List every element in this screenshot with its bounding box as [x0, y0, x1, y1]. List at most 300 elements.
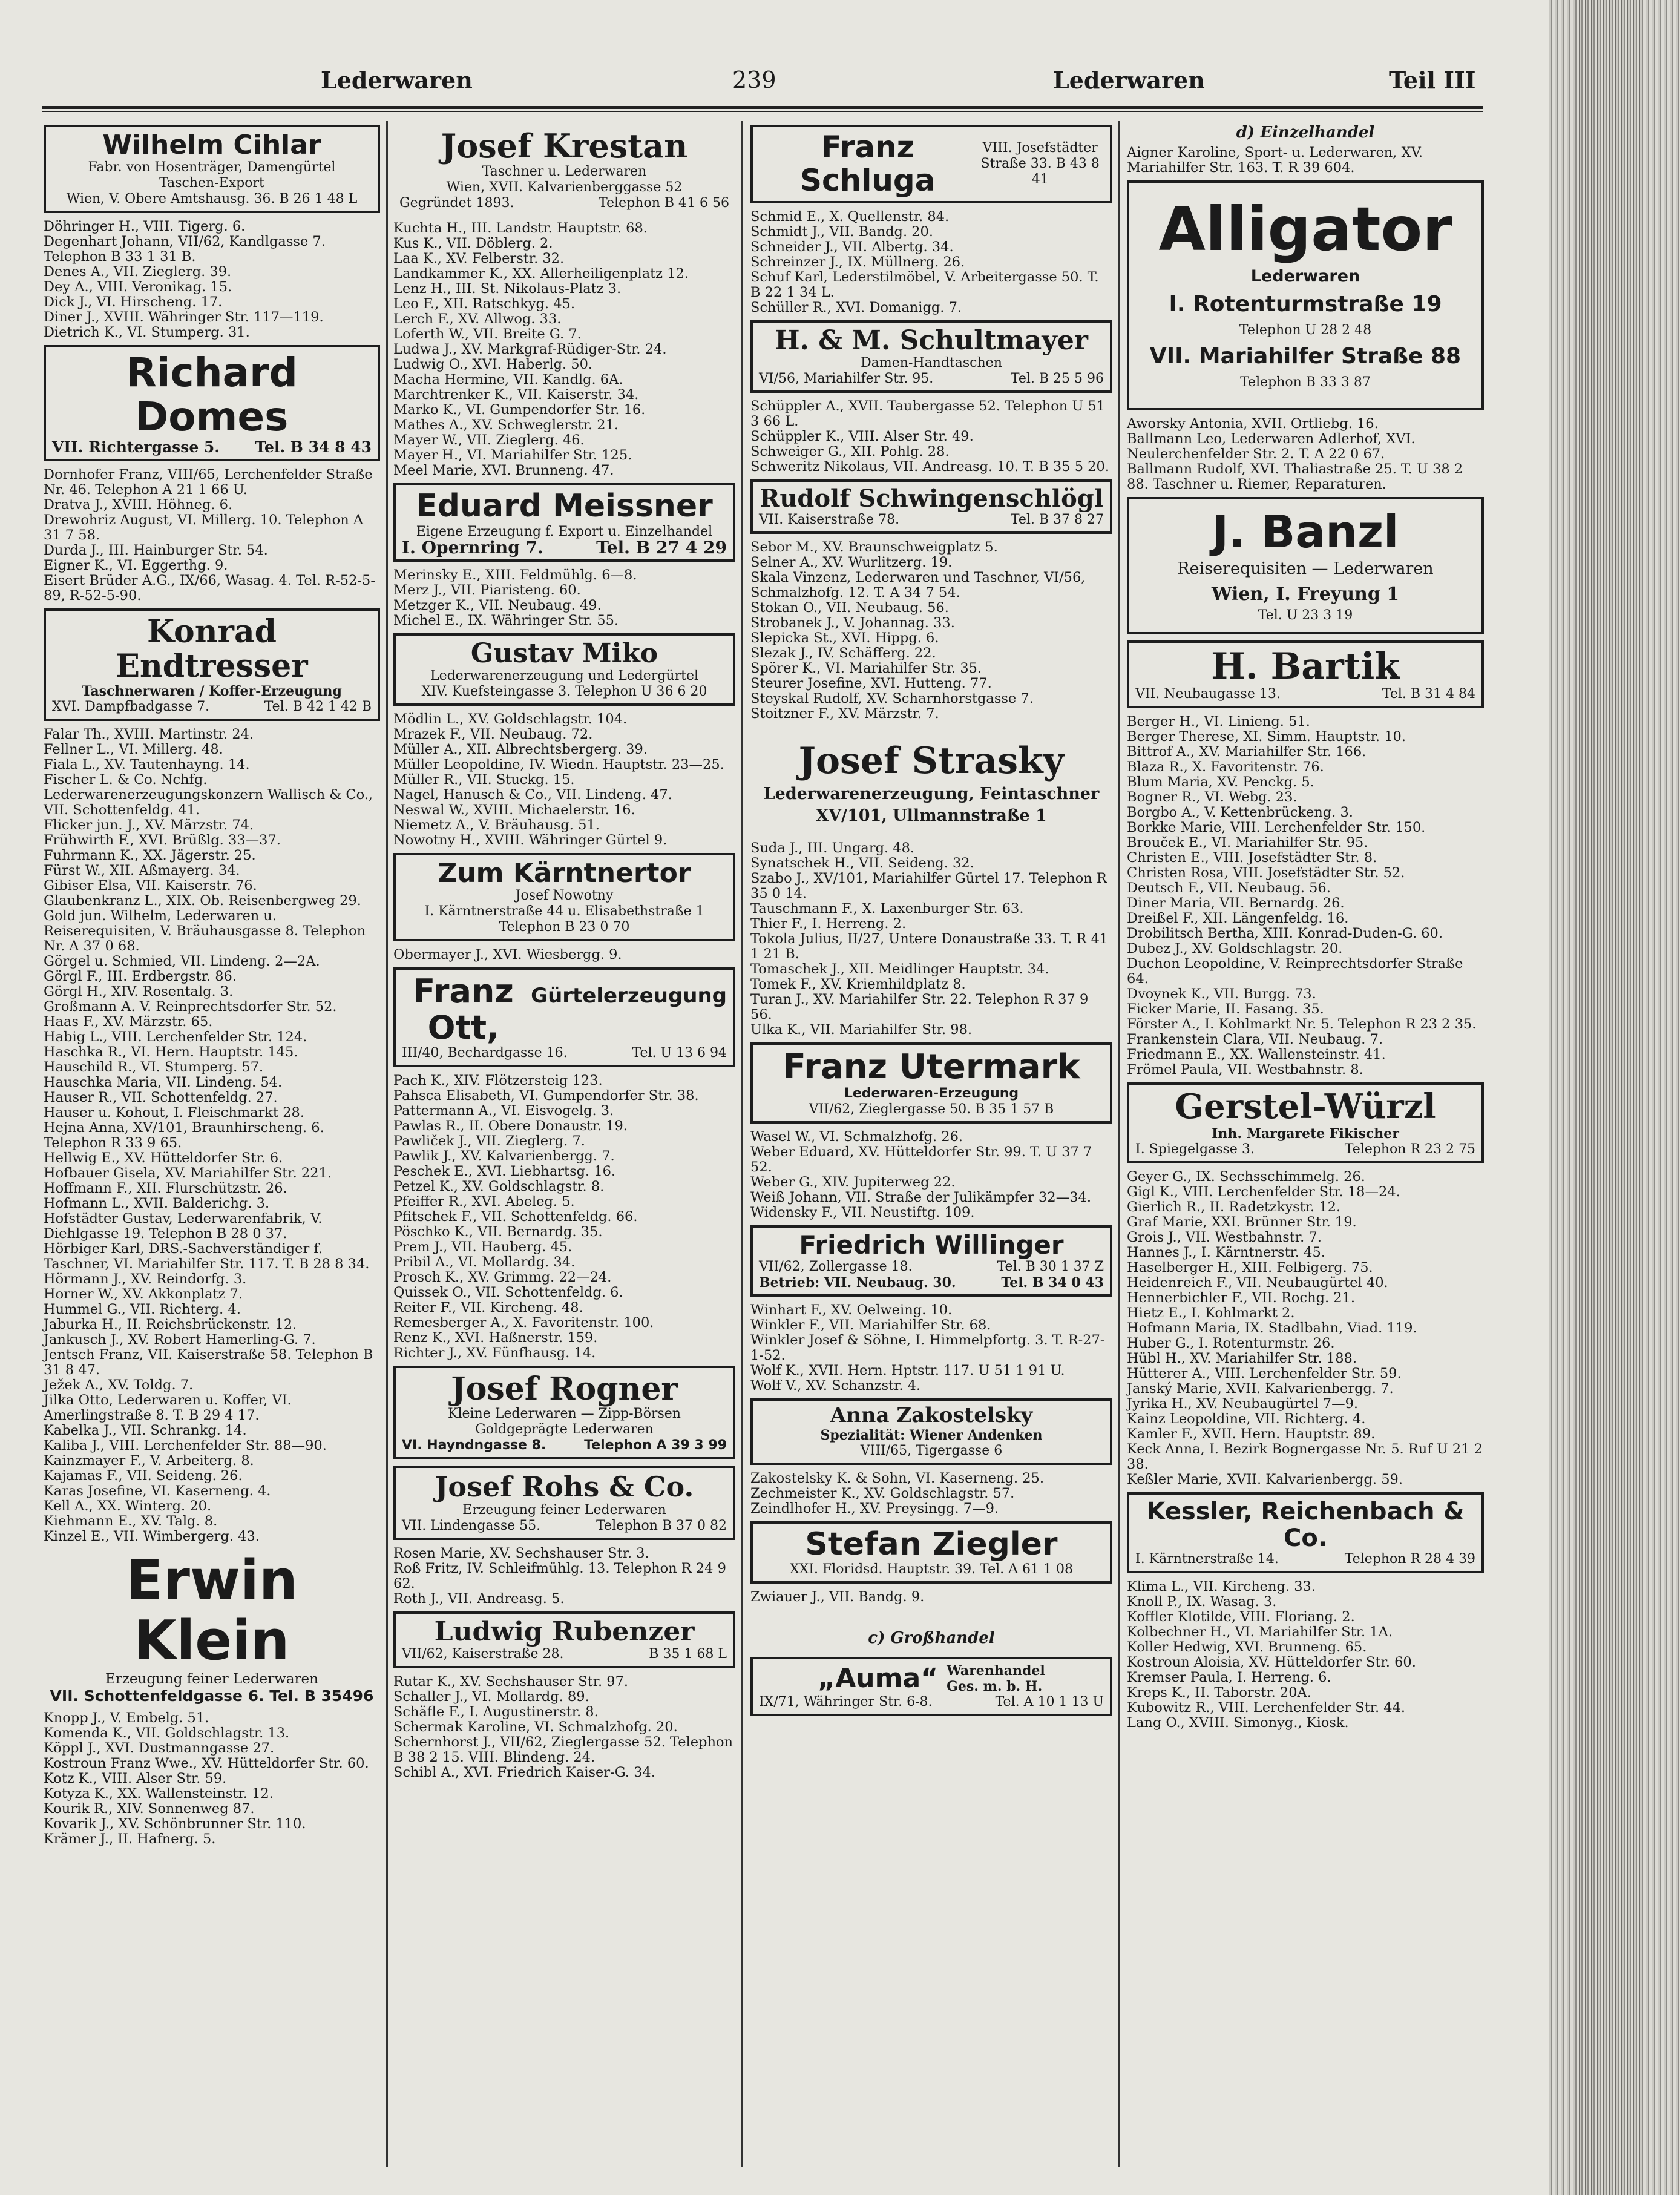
directory-entry: Ježek A., XV. Toldg. 7.	[44, 1377, 194, 1393]
directory-entry: Glaubenkranz L., XIX. Ob. Reisenbergweg 29.	[44, 892, 361, 909]
ad-line: Telephon B 23 0 70	[499, 920, 630, 935]
ad-title: Wilhelm Cihlar	[102, 130, 321, 160]
ad-subtitle: Gürtelerzeugung	[531, 984, 727, 1009]
directory-entry: Kiehmann E., XV. Talg. 8.	[44, 1513, 218, 1529]
ad-line: Tel. B 27 4 29	[596, 537, 727, 558]
directory-entry: Borkke Marie, VIII. Lerchenfelder Str. 150.	[1127, 820, 1426, 836]
ad-line: VII. Neubaugasse 13.	[1135, 686, 1281, 702]
ad-line: VI/56, Mariahilfer Str. 95.	[759, 371, 934, 387]
page-number: 239	[732, 67, 776, 93]
directory-entry: Pattermann A., VI. Eisvogelg. 3.	[393, 1103, 614, 1119]
ad-line: Straße 33. B 43 8 41	[980, 156, 1100, 187]
directory-entry: Kourik R., XIV. Sonnenweg 87.	[44, 1800, 255, 1817]
directory-entry: Diner J., XVIII. Währinger Str. 117—119.	[44, 309, 324, 326]
ad-title: Zum Kärntnertor	[438, 857, 691, 889]
directory-entry: Ludwig O., XVI. Haberlg. 50.	[393, 357, 593, 373]
ad-j-banzl	[1127, 497, 1484, 634]
ad-line: Telephon R 28 4 39	[1344, 1551, 1475, 1567]
directory-entry: Schüppler A., XVII. Taubergasse 52. Telephon U 51 3 66 L.	[750, 398, 1106, 430]
directory-entry: Steyskal Rudolf, XV. Scharnhorstgasse 7.	[750, 691, 1034, 707]
directory-entry: Hannes J., I. Kärntnerstr. 45.	[1127, 1244, 1325, 1260]
ad-line: VI. Hayndngasse 8.	[402, 1438, 546, 1453]
ad-line: XXI. Floridsd. Hauptstr. 39. Tel. A 61 1 08	[790, 1561, 1073, 1577]
entry-list	[750, 209, 1112, 315]
directory-entry: Lang O., XVIII. Simonyg., Kiosk.	[1127, 1714, 1349, 1731]
ad-title: Rudolf Schwingenschlögl	[760, 484, 1103, 513]
ad-line: Tel. B 31 4 84	[1382, 686, 1475, 702]
ad-franz-ott	[393, 967, 735, 1067]
directory-entry: Zeindlhofer H., XV. Preysingg. 7—9.	[750, 1500, 999, 1516]
directory-entry: Döhringer H., VIII. Tigerg. 6.	[44, 219, 246, 235]
directory-entry: Macha Hermine, VII. Kandlg. 6A.	[393, 372, 623, 388]
ad-title: H. Bartik	[1211, 645, 1400, 688]
ad-line: Wien, I. Freyung 1	[1211, 584, 1400, 605]
ad-rudolf-schwingenschloegl	[750, 479, 1112, 534]
directory-entry: Hübl H., XV. Mariahilfer Str. 188.	[1127, 1350, 1357, 1366]
directory-entry: Tomaschek J., XII. Meidlinger Hauptstr. 34.	[750, 961, 1049, 978]
ad-line: Kleine Lederwaren — Zipp-Börsen	[448, 1406, 681, 1422]
directory-entry: Zechmeister K., XV. Goldschlagstr. 57.	[750, 1485, 1015, 1501]
directory-entry: Selner A., XV. Wurlitzerg. 19.	[750, 555, 953, 571]
directory-entry: Gierlich R., II. Radetzkystr. 12.	[1127, 1199, 1341, 1215]
ad-line: Tel. B 34 8 43	[255, 438, 372, 456]
directory-entry: Kamler F., XVII. Hern. Hauptstr. 89.	[1127, 1426, 1376, 1442]
directory-entry: Duchon Leopoldine, V. Reinprechtsdorfer Straße 64.	[1127, 956, 1463, 987]
directory-entry: Koller Hedwig, XVI. Brunneng. 65.	[1127, 1639, 1367, 1655]
ad-title: Richard Domes	[126, 349, 298, 440]
directory-entry: Dvoynek K., VII. Burgg. 73.	[1127, 986, 1316, 1002]
directory-entry: Sebor M., XV. Braunschweigplatz 5.	[750, 539, 998, 556]
directory-entry: Haselberger H., XIII. Felbigerg. 75.	[1127, 1259, 1373, 1275]
ad-line: Lederwaren	[1250, 267, 1360, 286]
column-separator	[1118, 121, 1120, 2167]
directory-entry: Klima L., VII. Kircheng. 33.	[1127, 1578, 1316, 1594]
section-heading: d) Einzelhandel	[1236, 123, 1375, 142]
entry-list	[750, 540, 1112, 722]
ad-line: Josef Nowotny	[515, 888, 614, 904]
directory-entry: Berger H., VI. Linieng. 51.	[1127, 714, 1310, 730]
directory-entry: Fürst W., XII. Aßmayerg. 34.	[44, 862, 240, 878]
directory-entry: Winhart F., XV. Oelweing. 10.	[750, 1302, 953, 1318]
entry-list	[1127, 145, 1484, 176]
ad-title: Eduard Meissner	[416, 488, 713, 525]
directory-entry: Hennerbichler F., VII. Rochg. 21.	[1127, 1289, 1356, 1306]
directory-entry: Obermayer J., XVI. Wiesbergg. 9.	[393, 947, 622, 963]
ad-title: Stefan Ziegler	[805, 1525, 1058, 1562]
directory-entry: Kolbechner H., VI. Mariahilfer Str. 1A.	[1127, 1624, 1393, 1640]
ad-line: Lederwarenerzeugung und Ledergürtel	[430, 668, 699, 683]
directory-entry: Krämer J., II. Hafnerg. 5.	[44, 1831, 216, 1847]
directory-entry: Kotyza K., XX. Wallensteinstr. 12.	[44, 1785, 274, 1802]
ad-line: Telephon U 28 2 48	[1239, 323, 1372, 338]
ad-line: Tel. B 30 1 37 Z	[997, 1259, 1104, 1275]
directory-entry: Hofbauer Gisela, XV. Mariahilfer Str. 221.	[44, 1165, 332, 1181]
column-3	[750, 120, 1112, 1722]
directory-entry: Weber G., XIV. Jupiterweg 22.	[750, 1174, 956, 1190]
ad-line: Eigene Erzeugung f. Export u. Einzelhandel	[416, 524, 713, 539]
directory-entry: Pfitschek F., VII. Schottenfeldg. 66.	[393, 1209, 638, 1225]
directory-entry: Michel E., IX. Währinger Str. 55.	[393, 612, 619, 628]
ad-schultmayer	[750, 320, 1112, 393]
ad-line: III/40, Bechardgasse 16.	[402, 1045, 568, 1061]
ad-title: Franz Schluga	[799, 130, 936, 198]
directory-entry: Grois J., VII. Westbahnstr. 7.	[1127, 1229, 1322, 1245]
directory-entry: Marko K., VI. Gumpendorfer Str. 16.	[393, 402, 646, 418]
directory-entry: Kainz Leopoldine, VII. Richterg. 4.	[1127, 1410, 1366, 1427]
directory-entry: Horner W., XV. Akkonplatz 7.	[44, 1286, 243, 1302]
directory-entry: Tomek F., XV. Kriemhildplatz 8.	[750, 976, 966, 993]
directory-entry: Kostroun Aloisia, XV. Hütteldorfer Str. 60.	[1127, 1654, 1416, 1670]
directory-entry: Görgl F., III. Erdbergstr. 86.	[44, 968, 237, 984]
directory-entry: Schneider J., VII. Albertg. 34.	[750, 239, 954, 255]
directory-entry: Hauser u. Kohout, I. Fleischmarkt 28.	[44, 1104, 304, 1121]
ad-josef-krestan	[393, 125, 735, 215]
ad-line: Taschner u. Lederwaren	[482, 164, 647, 180]
ad-line: Wien, V. Obere Amtshausg. 36. B 26 1 48 L	[66, 191, 358, 207]
book-page-edges	[1549, 0, 1680, 2195]
directory-entry: Schüller R., XVI. Domanigg. 7.	[750, 300, 962, 315]
ad-title: Josef Rogner	[451, 1371, 678, 1408]
directory-entry: Schuf Karl, Lederstilmöbel, V. Arbeitergasse 50. T. B 22 1 34 L.	[750, 269, 1099, 300]
entry-list	[1127, 1579, 1484, 1731]
running-head-left: Lederwaren	[321, 67, 473, 94]
entry-list	[393, 712, 735, 848]
directory-entry: Deutsch F., VII. Neubaug. 56.	[1127, 880, 1331, 897]
directory-entry: Frömel Paula, VII. Westbahnstr. 8.	[1127, 1062, 1363, 1078]
entry-list	[750, 1590, 1112, 1605]
directory-entry: Reiter F., VII. Kircheng. 48.	[393, 1300, 583, 1316]
directory-entry: Drewohriz August, VI. Millerg. 10. Telephon A 31 7 58.	[44, 512, 364, 543]
directory-entry: Knopp J., V. Embelg. 51.	[44, 1710, 209, 1726]
directory-entry: Friedmann E., XX. Wallensteinstr. 41.	[1127, 1047, 1386, 1063]
directory-entry: Marchtrenker K., VII. Kaiserstr. 34.	[393, 387, 639, 403]
directory-entry: Fellner L., VI. Millerg. 48.	[44, 741, 223, 757]
directory-entry: Rosen Marie, XV. Sechshauser Str. 3.	[393, 1545, 649, 1561]
ad-line: Tel. A 10 1 13 U	[995, 1694, 1104, 1710]
directory-entry: Bittrof A., XV. Mariahilfer Str. 166.	[1127, 744, 1367, 760]
entry-list	[750, 1130, 1112, 1220]
directory-entry: Bogner R., VI. Webg. 23.	[1127, 789, 1298, 806]
directory-entry: Kostroun Franz Wwe., XV. Hütteldorfer Str. 60.	[44, 1755, 369, 1771]
directory-entry: Dreißel F., XII. Längenfeldg. 16.	[1127, 910, 1349, 927]
directory-entry: Weiß Johann, VII. Straße der Julikämpfer 32—34.	[750, 1189, 1091, 1205]
ad-line: Taschen-Export	[159, 176, 264, 191]
directory-entry: Diner Maria, VII. Bernardg. 26.	[1127, 895, 1345, 912]
directory-entry: Görgl H., XIV. Rosentalg. 3.	[44, 983, 234, 999]
directory-entry: Winkler Josef & Söhne, I. Himmelpfortg. 3. T. R-27-1-52.	[750, 1332, 1105, 1364]
directory-entry: Kremser Paula, I. Herreng. 6.	[1127, 1669, 1331, 1685]
entry-list	[750, 399, 1112, 475]
ad-title: J. Banzl	[1212, 506, 1399, 558]
ad-line: VII. Richtergasse 5.	[52, 438, 220, 456]
directory-entry: Hauser R., VII. Schottenfeldg. 27.	[44, 1089, 278, 1105]
ad-title: Erwin Klein	[126, 1548, 298, 1673]
ad-h-bartik	[1127, 640, 1484, 708]
directory-entry: Richter J., XV. Fünfhausg. 14.	[393, 1345, 596, 1361]
directory-entry: Gigl K., VIII. Lerchenfelder Str. 18—24.	[1127, 1183, 1400, 1200]
directory-entry: Aworsky Antonia, XVII. Ortliebg. 16.	[1127, 416, 1379, 432]
ad-line: Gegründet 1893.	[399, 196, 514, 211]
directory-entry: Jentsch Franz, VII. Kaiserstraße 58. Telephon B 31 8 47.	[44, 1346, 373, 1378]
ad-line: Erzeugung feiner Lederwaren	[105, 1671, 318, 1687]
directory-entry: Steurer Josefine, XVI. Hutteng. 77.	[750, 676, 992, 692]
directory-entry: Loferth W., VII. Breite G. 7.	[393, 326, 582, 343]
directory-entry: Karas Josefine, VI. Kaserneng. 4.	[44, 1483, 271, 1499]
directory-entry: Schweiger G., XII. Pohlg. 28.	[750, 444, 950, 460]
directory-entry: Mathes A., XV. Schweglerstr. 21.	[393, 417, 619, 433]
directory-entry: Keßler Marie, XVII. Kalvarienbergg. 59.	[1127, 1471, 1403, 1487]
ad-line: Telephon A 39 3 99	[584, 1438, 727, 1453]
directory-entry: Kaliba J., VIII. Lerchenfelder Str. 88—90.	[44, 1437, 327, 1453]
directory-entry: Graf Marie, XXI. Brünner Str. 19.	[1127, 1214, 1357, 1230]
directory-entry: Jyrika H., XV. Neubaugürtel 7—9.	[1127, 1395, 1359, 1412]
running-head-right: Lederwaren	[1053, 67, 1205, 94]
ad-zum-kaerntnertor	[393, 853, 735, 941]
directory-entry: Ficker Marie, II. Fasang. 35.	[1127, 1001, 1324, 1018]
directory-entry: Borgbo A., V. Kettenbrückeng. 3.	[1127, 805, 1353, 821]
directory-entry: Eisert Brüder A.G., IX/66, Wasag. 4. Tel. R-52-5-89, R-52-5-90.	[44, 572, 375, 604]
directory-entry: Christen E., VIII. Josefstädter Str. 8.	[1127, 850, 1377, 866]
ad-line: Telephon B 33 3 87	[1240, 375, 1371, 390]
directory-entry: Remesberger A., X. Favoritenstr. 100.	[393, 1315, 654, 1331]
directory-entry: Jankusch J., XV. Robert Hamerling-G. 7.	[44, 1331, 316, 1348]
directory-entry: Haas F., XV. Märzstr. 65.	[44, 1013, 213, 1030]
directory-entry: Koffler Klotilde, VIII. Floriang. 2.	[1127, 1608, 1355, 1625]
directory-entry: Dubez J., XV. Goldschlagstr. 20.	[1127, 941, 1343, 957]
header-rule-thin	[42, 111, 1483, 112]
directory-entry: Ludwa J., XV. Markgraf-Rüdiger-Str. 24.	[393, 341, 667, 358]
entry-list	[393, 1073, 735, 1361]
ad-line: I. Rotenturmstraße 19	[1169, 292, 1442, 317]
directory-entry: Görgel u. Schmied, VII. Lindeng. 2—2A.	[44, 953, 320, 969]
ad-line: Lederwarenerzeugung, Feintaschner	[763, 785, 1100, 804]
directory-entry: Pawlas R., II. Obere Donaustr. 19.	[393, 1118, 628, 1134]
ad-line: Betrieb: VII. Neubaug. 30.	[759, 1275, 956, 1291]
directory-entry: Peschek E., XVI. Liebhartsg. 16.	[393, 1163, 616, 1180]
directory-entry: Hütterer A., VIII. Lerchenfelder Str. 59.	[1127, 1365, 1402, 1381]
directory-entry: Meel Marie, XVI. Brunneng. 47.	[393, 462, 614, 479]
directory-entry: Stoitzner F., XV. Märzstr. 7.	[750, 706, 939, 722]
directory-entry: Christen Rosa, VIII. Josefstädter Str. 52.	[1127, 865, 1405, 881]
ad-line: XV/101, Ullmannstraße 1	[816, 806, 1047, 826]
ad-line: I. Opernring 7.	[402, 537, 543, 558]
directory-entry: Roth J., VII. Andreasg. 5.	[393, 1590, 565, 1607]
ad-title: Ludwig Rubenzer	[434, 1616, 695, 1647]
directory-entry: Widensky F., VII. Neustiftg. 109.	[750, 1204, 975, 1220]
directory-entry: Schäfle F., I. Augustinerstr. 8.	[393, 1704, 599, 1720]
entry-list	[393, 1546, 735, 1607]
directory-entry: Roß Fritz, IV. Schleifmühlg. 13. Telephon R 24 9 62.	[393, 1560, 726, 1591]
directory-entry: Stokan O., VII. Neubaug. 56.	[750, 600, 949, 616]
directory-entry: Pöschko K., VII. Bernardg. 35.	[393, 1224, 603, 1240]
column-2	[393, 120, 735, 1780]
ad-title: Franz Utermark	[783, 1047, 1080, 1087]
directory-entry: Denes A., VII. Zieglerg. 39.	[44, 264, 232, 280]
directory-entry: Prem J., VII. Hauberg. 45.	[393, 1239, 573, 1255]
ad-gustav-miko	[393, 633, 735, 706]
ad-title: Josef Krestan	[441, 127, 688, 165]
directory-entry: Skala Vinzenz, Lederwaren und Taschner, VI/56, Schmalzhofg. 12. T. A 34 7 54.	[750, 570, 1086, 601]
ad-line: VIII/65, Tigergasse 6	[860, 1443, 1003, 1458]
directory-entry: Laa K., XV. Felberstr. 32.	[393, 251, 565, 267]
ad-line: Goldgeprägte Lederwaren	[475, 1422, 654, 1438]
ad-josef-strasky	[750, 740, 1112, 825]
directory-entry: Quissek O., VII. Schottenfeldg. 6.	[393, 1285, 623, 1301]
directory-entry: Rutar K., XV. Sechshauser Str. 97.	[393, 1674, 629, 1690]
directory-entry: Kinzel E., VII. Wimbergerg. 43.	[44, 1528, 260, 1544]
directory-entry: Neswal W., XVIII. Michaelerstr. 16.	[393, 801, 635, 818]
directory-entry: Ballmann Rudolf, XVI. Thaliastraße 25. T. U 38 2 88. Taschner u. Riemer, Reparaturen.	[1127, 461, 1463, 492]
directory-entry: Fiala L., XV. Tautenhayng. 14.	[44, 756, 250, 772]
directory-entry: Strobanek J., V. Johannag. 33.	[750, 615, 955, 631]
entry-list	[1127, 416, 1484, 492]
directory-entry: Falar Th., XVIII. Martinstr. 24.	[44, 726, 254, 742]
directory-entry: Hörmann J., XV. Reindorfg. 3.	[44, 1271, 247, 1287]
directory-entry: Geyer G., IX. Sechsschimmelg. 26.	[1127, 1168, 1365, 1185]
directory-entry: Schermak Karoline, VI. Schmalzhofg. 20.	[393, 1719, 678, 1736]
directory-entry: Haschka R., VI. Hern. Hauptstr. 145.	[44, 1044, 298, 1060]
ad-line: VII. Lindengasse 55.	[402, 1518, 541, 1533]
ad-line: Inh. Margarete Fikischer	[1212, 1125, 1399, 1142]
directory-entry: Aigner Karoline, Sport- u. Lederwaren, XV. Mariahilfer Str. 163. T. R 39 604.	[1127, 145, 1423, 176]
directory-entry: Tokola Julius, II/27, Untere Donaustraße 33. T. R 41 1 21 B.	[750, 931, 1109, 963]
ad-line: Tel. B 37 8 27	[1010, 512, 1104, 528]
ad-title: „Auma“	[818, 1662, 939, 1694]
ad-title: Kessler, Reichenbach & Co.	[1146, 1497, 1465, 1552]
directory-entry: Habig L., VIII. Lerchenfelder Str. 124.	[44, 1028, 307, 1045]
directory-entry: Ballmann Leo, Lederwaren Adlerhof, XVI. Neulerchenfelder Str. 2. T. A 22 0 67.	[1127, 431, 1416, 462]
ad-title: Josef Strasky	[798, 740, 1065, 783]
directory-entry: Kubowitz R., VIII. Lerchenfelder Str. 44.	[1127, 1699, 1406, 1716]
directory-entry: Mayer H., VI. Mariahilfer Str. 125.	[393, 447, 632, 464]
ad-line: Tel. U 13 6 94	[632, 1045, 727, 1061]
directory-entry: Hietz E., I. Kohlmarkt 2.	[1127, 1305, 1295, 1321]
ad-ludwig-rubenzer	[393, 1611, 735, 1668]
directory-entry: Komenda K., VII. Goldschlagstr. 13.	[44, 1725, 290, 1741]
directory-entry: Renz K., XVI. Haßnerstr. 159.	[393, 1330, 598, 1346]
entry-list	[393, 947, 735, 963]
entry-list	[393, 221, 735, 478]
directory-entry: Hofmann L., XVII. Balderichg. 3.	[44, 1195, 270, 1211]
directory-entry: Hoffmann F., XII. Flurschützstr. 26.	[44, 1180, 287, 1196]
directory-entry: Gold jun. Wilhelm, Lederwaren u. Reiserequisiten, V. Bräuhausgasse 8. Telephon Nr. A 37 0 68.	[44, 907, 366, 954]
ad-line: VII. Kaiserstraße 78.	[759, 512, 900, 528]
directory-entry: Kajamas F., VII. Seideng. 26.	[44, 1467, 243, 1484]
directory-entry: Kovarik J., XV. Schönbrunner Str. 110.	[44, 1815, 306, 1832]
directory-entry: Dietrich K., VI. Stumperg. 31.	[44, 324, 250, 341]
directory-entry: Mayer W., VII. Zieglerg. 46.	[393, 432, 585, 449]
ad-josef-rogner	[393, 1366, 735, 1459]
directory-entry: Ulka K., VII. Mariahilfer Str. 98.	[750, 1022, 973, 1038]
directory-entry: Lenz H., III. St. Nikolaus-Platz 3.	[393, 281, 622, 297]
ad-title: Josef Rohs & Co.	[435, 1470, 694, 1504]
ad-line: Erzeugung feiner Lederwaren	[462, 1502, 666, 1518]
directory-entry: Schernhorst J., VII/62, Zieglergasse 52. Telephon B 38 2 15. VIII. Blindeng. 24.	[393, 1734, 733, 1766]
ad-alligator	[1127, 180, 1484, 410]
entry-list	[44, 727, 380, 1544]
column-separator	[741, 121, 743, 2167]
header-rule	[42, 106, 1483, 109]
directory-entry: Merinsky E., XIII. Feldmühlg. 6—8.	[393, 567, 637, 583]
directory-entry: Nagel, Hanusch & Co., VII. Lindeng. 47.	[393, 786, 672, 803]
directory-entry: Hofstädter Gustav, Lederwarenfabrik, V. Diehlgasse 19. Telephon B 28 0 37.	[44, 1210, 323, 1242]
directory-entry: Dey A., VIII. Veronikag. 15.	[44, 279, 232, 295]
directory-entry: Winkler F., VII. Mariahilfer Str. 68.	[750, 1317, 991, 1334]
directory-entry: Dratva J., XVIII. Höhneg. 6.	[44, 496, 233, 513]
directory-entry: Huber G., I. Rotenturmstr. 26.	[1127, 1335, 1335, 1351]
ad-line: Telephon R 23 2 75	[1344, 1141, 1475, 1157]
directory-entry: Fuhrmann K., XX. Jägerstr. 25.	[44, 847, 256, 863]
ad-line: VIII. Josefstädter	[982, 140, 1098, 156]
directory-entry: Kainzmayer F., V. Arbeiterg. 8.	[44, 1452, 254, 1469]
part-label: Teil III	[1389, 67, 1476, 94]
directory-entry: Turan J., XV. Mariahilfer Str. 22. Telephon R 37 9 56.	[750, 992, 1089, 1023]
directory-entry: Hauschild R., VI. Stumperg. 57.	[44, 1059, 264, 1075]
directory-entry: Pfeiffer R., XVI. Abeleg. 5.	[393, 1194, 575, 1210]
directory-entry: Slezak J., IV. Schäfferg. 22.	[750, 645, 936, 662]
directory-entry: Schweritz Nikolaus, VII. Andreasg. 10. T. B 35 5 20.	[750, 459, 1109, 475]
entry-list	[750, 841, 1112, 1038]
directory-entry: Schüppler K., VIII. Alser Str. 49.	[750, 429, 974, 445]
directory-entry: Eigner K., VI. Eggerthg. 9.	[44, 557, 228, 573]
ad-line: VII/62, Kaiserstraße 28.	[402, 1647, 564, 1662]
ad-line: Tel. B 42 1 42 B	[264, 699, 372, 714]
directory-entry: Szabo J., XV/101, Mariahilfer Gürtel 17. Telephon R 35 0 14.	[750, 870, 1107, 902]
directory-entry: Kreps K., II. Taborstr. 20A.	[1127, 1684, 1311, 1700]
entry-list	[750, 1471, 1112, 1516]
directory-entry: Hofmann Maria, IX. Stadlbahn, Viad. 119.	[1127, 1320, 1417, 1336]
directory-entry: Landkammer K., XX. Allerheiligenplatz 12.	[393, 266, 689, 282]
column-4	[1127, 120, 1484, 1731]
directory-entry: Pawliček J., VII. Zieglerg. 7.	[393, 1133, 585, 1150]
ad-line: Tel. U 23 3 19	[1258, 608, 1353, 624]
directory-entry: Müller R., VII. Stuckg. 15.	[393, 771, 575, 788]
directory-entry: Hummel G., VII. Richterg. 4.	[44, 1301, 241, 1317]
ad-line: Tel. B 25 5 96	[1010, 371, 1104, 387]
directory-entry: Blaza R., X. Favoritenstr. 76.	[1127, 759, 1324, 775]
directory-entry: Köppl J., XVI. Dustmanngasse 27.	[44, 1740, 275, 1756]
ad-eduard-meissner	[393, 483, 735, 561]
ad-title: Franz Ott,	[413, 972, 514, 1047]
directory-entry: Durda J., III. Hainburger Str. 54.	[44, 542, 268, 558]
entry-list	[44, 467, 380, 604]
directory-entry: Schreinzer J., IX. Müllnerg. 26.	[750, 254, 965, 270]
directory-entry: Zakostelsky K. & Sohn, VI. Kaserneng. 25.	[750, 1470, 1044, 1486]
directory-entry: Müller Leopoldine, IV. Wiedn. Hauptstr. 23—25.	[393, 756, 724, 772]
directory-entry: Tauschmann F., X. Laxenburger Str. 63.	[750, 901, 1024, 917]
directory-entry: Mrazek F., VII. Neubaug. 72.	[393, 726, 593, 742]
directory-entry: Merz J., VII. Piaristeng. 60.	[393, 582, 581, 598]
entry-list	[393, 568, 735, 628]
ad-line: XIV. Kuefsteingasse 3. Telephon U 36 6 20	[421, 683, 707, 699]
directory-entry: Nowotny H., XVIII. Währinger Gürtel 9.	[393, 832, 668, 848]
directory-entry: Blum Maria, XV. Penckg. 5.	[1127, 774, 1314, 791]
ad-franz-utermark	[750, 1042, 1112, 1124]
ad-line: Fabr. von Hosenträger, Damengürtel	[88, 160, 336, 176]
ad-line: Spezialität: Wiener Andenken	[820, 1427, 1043, 1443]
directory-entry: Metzger K., VII. Neubaug. 49.	[393, 597, 602, 613]
directory-entry: Berger Therese, XI. Simm. Hauptstr. 10.	[1127, 729, 1406, 745]
ad-title: H. & M. Schultmayer	[775, 325, 1088, 356]
ad-kessler-reichenbach	[1127, 1492, 1484, 1573]
ad-line: Telephon B 41 6 56	[599, 196, 729, 211]
directory-entry: Mödlin L., XV. Goldschlagstr. 104.	[393, 711, 628, 727]
ad-title: Friedrich Willinger	[799, 1229, 1064, 1260]
ad-title: Konrad Endtresser	[116, 613, 308, 685]
ad-josef-rohs	[393, 1466, 735, 1540]
entry-list	[1127, 714, 1484, 1078]
directory-entry: Frühwirth F., XVI. Brüßlg. 33—37.	[44, 832, 281, 848]
